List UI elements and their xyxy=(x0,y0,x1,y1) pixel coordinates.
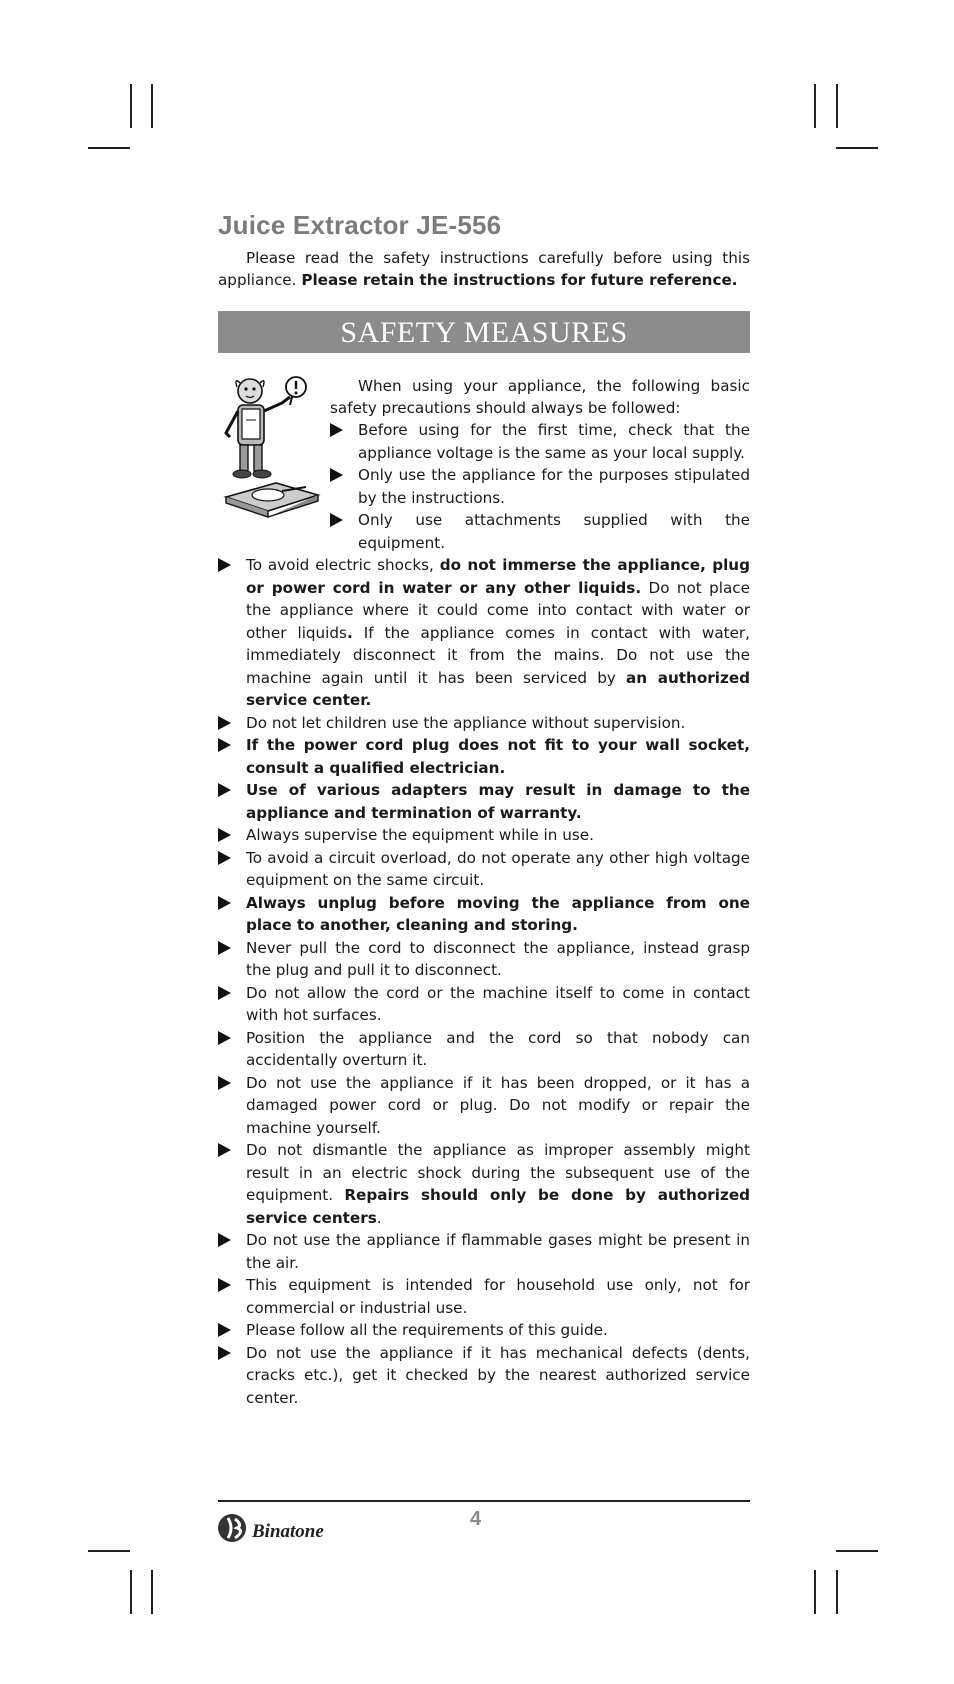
list-item: Do not dismantle the appliance as improper assembly might result in an electric shock during the subsequent use of the equipment. Repairs should only be done by authorized service centers. xyxy=(218,1139,750,1229)
crop-mark xyxy=(130,1570,132,1614)
bullet-triangle-icon xyxy=(218,941,231,955)
crop-mark xyxy=(836,147,878,149)
bullet-triangle-icon xyxy=(218,896,231,910)
safety-intro-block xyxy=(218,375,750,554)
list-item: Do not use the appliance if flammable gases might be present in the air. xyxy=(218,1229,750,1274)
list-item: Always supervise the equipment while in use. xyxy=(218,824,750,847)
brand-wordmark: Binatone xyxy=(252,1521,324,1542)
bullet-triangle-icon xyxy=(218,1346,231,1360)
list-item: Do not use the appliance if it has mechanical defects (dents, cracks etc.), get it checked by the nearest authorized service center. xyxy=(218,1342,750,1410)
bullet-triangle-icon xyxy=(218,738,231,752)
list-item: Do not use the appliance if it has been dropped, or it has a damaged power cord or plug. Do not modify or repair the machine yourself. xyxy=(218,1072,750,1140)
crop-mark xyxy=(88,1550,130,1552)
bullet-triangle-icon xyxy=(218,1031,231,1045)
crop-mark xyxy=(814,84,816,128)
intro-paragraph xyxy=(218,247,750,291)
bullet-triangle-icon xyxy=(330,513,343,527)
binatone-logo xyxy=(218,1510,358,1546)
page-title: Juice Extractor JE-556 xyxy=(218,210,502,240)
bullet-triangle-icon xyxy=(218,783,231,797)
bullet-triangle-icon xyxy=(218,1143,231,1157)
warning-mascot-illustration xyxy=(218,375,330,525)
list-item: If the power cord plug does not fit to your wall socket, consult a qualified electrician. xyxy=(218,734,750,779)
crop-mark xyxy=(151,1570,153,1614)
bullet-triangle-icon xyxy=(218,558,231,572)
list-item: Use of various adapters may result in damage to the appliance and termination of warranty. xyxy=(218,779,750,824)
bullet-triangle-icon xyxy=(218,1323,231,1337)
bullet-triangle-icon xyxy=(330,468,343,482)
section-banner: SAFETY MEASURES xyxy=(218,311,750,353)
list-item: Do not let children use the appliance without supervision. xyxy=(218,712,750,735)
list-item: Only use the appliance for the purposes stipulated by the instructions. xyxy=(358,464,750,509)
crop-mark xyxy=(814,1570,816,1614)
bullet-triangle-icon xyxy=(330,423,343,437)
list-item: Always unplug before moving the appliance from one place to another, cleaning and storing. xyxy=(218,892,750,937)
footer-rule xyxy=(218,1500,750,1502)
list-item: This equipment is intended for household use only, not for commercial or industrial use. xyxy=(218,1274,750,1319)
bullet-triangle-icon xyxy=(218,1076,231,1090)
list-item: Position the appliance and the cord so that nobody can accidentally overturn it. xyxy=(218,1027,750,1072)
list-item: Never pull the cord to disconnect the appliance, instead grasp the plug and pull it to disconnect. xyxy=(218,937,750,982)
crop-mark xyxy=(836,1570,838,1614)
crop-mark xyxy=(151,84,153,128)
list-item: Do not allow the cord or the machine itself to come in contact with hot surfaces. xyxy=(218,982,750,1027)
crop-mark xyxy=(836,1550,878,1552)
list-item: Please follow all the requirements of this guide. xyxy=(218,1319,750,1342)
crop-mark xyxy=(836,84,838,128)
intro-bold: Please retain the instructions for future reference. xyxy=(301,271,738,289)
bullet-triangle-icon xyxy=(218,828,231,842)
crop-mark xyxy=(130,84,132,128)
safety-lead-text: When using your appliance, the following basic safety precautions should always be followed: xyxy=(330,377,750,417)
list-item: Only use attachments supplied with the equipment. xyxy=(358,509,750,554)
intro-text: Please read the safety instructions carefully before using this appliance. xyxy=(218,249,750,289)
bullet-triangle-icon xyxy=(218,716,231,730)
list-item: Before using for the first time, check that the appliance voltage is the same as your local supply. xyxy=(358,419,750,464)
bullet-triangle-icon xyxy=(218,1278,231,1292)
crop-mark xyxy=(88,147,130,149)
bullet-triangle-icon xyxy=(218,986,231,1000)
page-number: 4 xyxy=(470,1508,482,1530)
bullet-triangle-icon xyxy=(218,851,231,865)
bullet-triangle-icon xyxy=(218,1233,231,1247)
safety-list xyxy=(218,554,750,1409)
page-content xyxy=(218,210,750,1409)
list-item: To avoid electric shocks, do not immerse the appliance, plug or power cord in water or any other liquids. Do not place the appliance where it could come into contact with water or other liquids. If the appliance comes in contact with water, immediately disconnect it from the mains. Do not use the machine again until it has been serviced by an authorized service center. xyxy=(218,554,750,712)
list-item: To avoid a circuit overload, do not operate any other high voltage equipment on the same circuit. xyxy=(218,847,750,892)
